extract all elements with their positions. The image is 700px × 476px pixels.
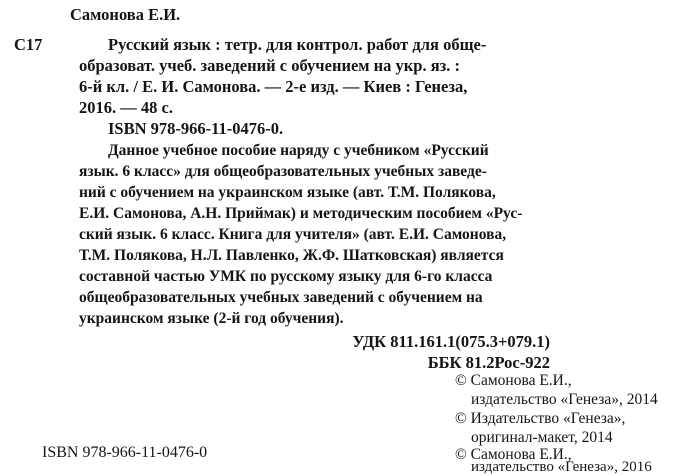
annotation-line: ний с обучением на украинском языке (авт. Т.М. Полякова, — [79, 184, 496, 201]
copyright-line: издательство «Генеза», 2014 — [471, 391, 658, 408]
copyright-line: © Самонова Е.И., — [455, 446, 572, 463]
author-name: Самонова Е.И. — [70, 5, 181, 24]
citation-line: 6-й кл. / Е. И. Самонова. — 2-е изд. — Киев : Генеза, — [79, 77, 468, 96]
copyright-line: © Издательство «Генеза», — [455, 410, 626, 427]
annotation-line: Т.М. Полякова, Н.Л. Павленко, Ж.Ф. Шатковская) является — [79, 247, 504, 264]
annotation-line: составной частью УМК по русскому языку для 6-го класса — [79, 268, 493, 285]
citation-line: образоват. учеб. заведений с обучением на укр. яз. : — [79, 56, 461, 75]
citation-line: 2016. — 48 с. — [79, 98, 173, 117]
annotation-line: ский язык. 6 класс. Книга для учителя» (авт. Е.И. Самонова, — [79, 226, 507, 243]
bbk-code: ББК 81.2Рос-922 — [427, 353, 550, 372]
annotation-line: украинском языке (2-й год обучения). — [79, 310, 344, 327]
annotation-line: общеобразовательных учебных заведений с обучением на — [79, 289, 483, 306]
catalog-code: С17 — [14, 35, 43, 54]
citation-line: Русский язык : тетр. для контрол. работ для обще- — [108, 35, 487, 54]
annotation-line: язык. 6 класс» для общеобразовательных учебных заведе- — [79, 163, 487, 180]
annotation-line: Данное учебное пособие наряду с учебником «Русский — [108, 142, 489, 159]
isbn-header: ISBN 978-966-11-0476-0. — [108, 119, 284, 138]
copyright-line: издательство «Генеза», 2016 — [471, 459, 652, 475]
isbn-footer: ISBN 978-966-11-0476-0 — [42, 444, 208, 461]
copyright-line: © Самонова Е.И., — [455, 372, 572, 389]
udk-code: УДК 811.161.1(075.3+079.1) — [352, 332, 550, 351]
annotation-line: Е.И. Самонова, А.Н. Приймак) и методическим пособием «Рус- — [79, 205, 523, 222]
copyright-line: оригинал-макет, 2014 — [471, 429, 613, 446]
